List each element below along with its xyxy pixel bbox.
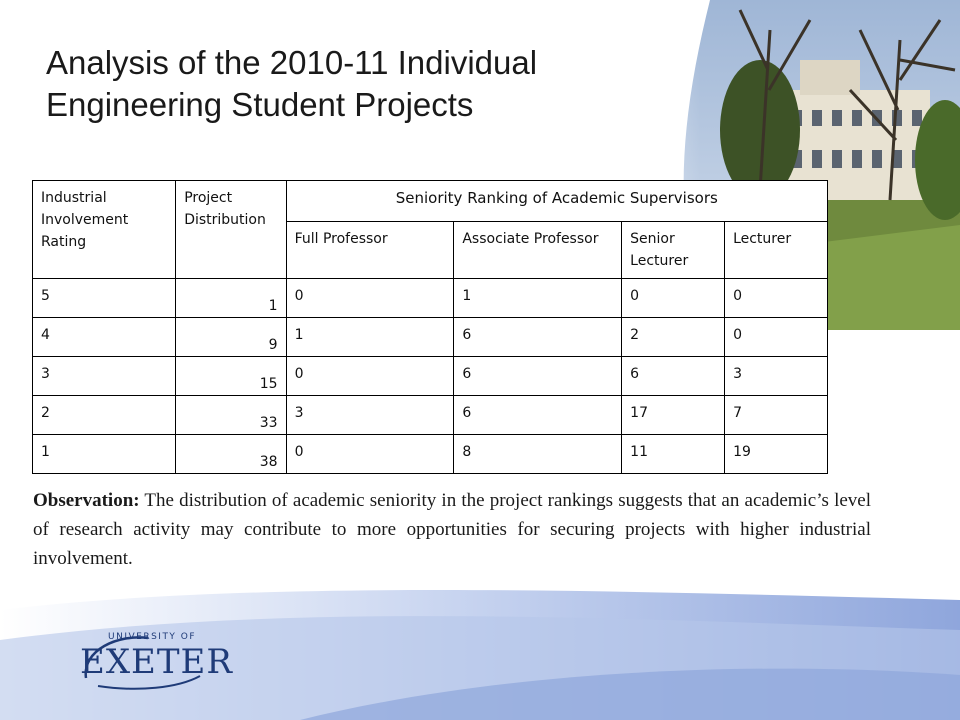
cell-distribution: 15 <box>176 357 286 396</box>
university-logo <box>78 630 233 690</box>
header-senior-lecturer: Senior Lecturer <box>622 222 725 279</box>
project-analysis-table <box>32 180 828 474</box>
cell-lecturer: 0 <box>725 279 828 318</box>
observation-label: Observation: <box>33 490 140 511</box>
cell-full-professor: 0 <box>286 435 454 474</box>
cell-full-professor: 3 <box>286 396 454 435</box>
header-industrial-rating: Industrial Involvement Rating <box>33 181 176 279</box>
cell-senior-lecturer: 6 <box>622 357 725 396</box>
table-row <box>33 396 828 435</box>
cell-senior-lecturer: 11 <box>622 435 725 474</box>
cell-associate-professor: 1 <box>454 279 622 318</box>
cell-rating: 3 <box>33 357 176 396</box>
table-row <box>33 435 828 474</box>
cell-senior-lecturer: 17 <box>622 396 725 435</box>
cell-associate-professor: 6 <box>454 318 622 357</box>
cell-lecturer: 7 <box>725 396 828 435</box>
cell-associate-professor: 6 <box>454 357 622 396</box>
cell-distribution: 38 <box>176 435 286 474</box>
cell-rating: 1 <box>33 435 176 474</box>
cell-full-professor: 0 <box>286 357 454 396</box>
header-lecturer: Lecturer <box>725 222 828 279</box>
header-full-professor: Full Professor <box>286 222 454 279</box>
cell-distribution: 9 <box>176 318 286 357</box>
header-associate-professor: Associate Professor <box>454 222 622 279</box>
observation-body: The distribution of academic seniority in the project rankings suggests that an academic’s level of research activity may contribute to more opportunities for securing projects with higher industrial involvement. <box>33 490 871 569</box>
page-title: Analysis of the 2010-11 Individual Engineering Student Projects <box>46 44 538 123</box>
cell-full-professor: 1 <box>286 318 454 357</box>
table-row <box>33 279 828 318</box>
cell-rating: 2 <box>33 396 176 435</box>
cell-lecturer: 19 <box>725 435 828 474</box>
cell-lecturer: 0 <box>725 318 828 357</box>
table-row <box>33 357 828 396</box>
cell-senior-lecturer: 2 <box>622 318 725 357</box>
logo-main-text: EXETER <box>80 642 233 682</box>
cell-full-professor: 0 <box>286 279 454 318</box>
cell-rating: 4 <box>33 318 176 357</box>
cell-distribution: 33 <box>176 396 286 435</box>
table-row <box>33 318 828 357</box>
logo-top-text: UNIVERSITY OF <box>108 632 197 642</box>
header-project-distribution: Project Distribution <box>176 181 286 279</box>
cell-associate-professor: 6 <box>454 396 622 435</box>
cell-associate-professor: 8 <box>454 435 622 474</box>
header-seniority-group: Seniority Ranking of Academic Supervisors <box>286 181 827 222</box>
cell-lecturer: 3 <box>725 357 828 396</box>
cell-rating: 5 <box>33 279 176 318</box>
observation-text <box>33 486 871 573</box>
cell-distribution: 1 <box>176 279 286 318</box>
cell-senior-lecturer: 0 <box>622 279 725 318</box>
